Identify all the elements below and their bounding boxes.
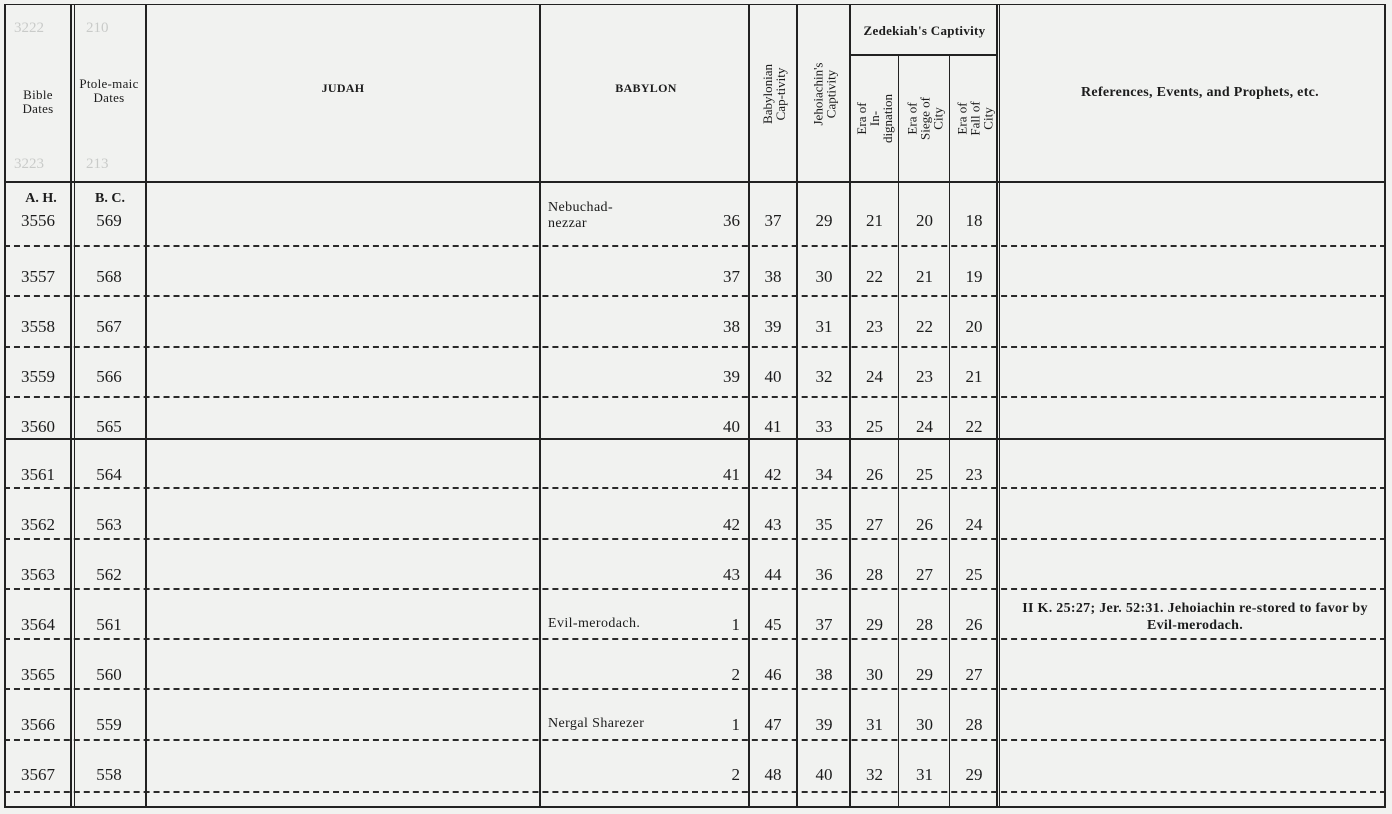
era-siege-cell: 29 <box>916 665 933 684</box>
jehoiachin-captivity-cell: 36 <box>815 565 833 584</box>
era-fall-cell: 22 <box>965 417 983 436</box>
row-separator <box>4 588 1386 590</box>
row-separator <box>4 638 1386 640</box>
table-row <box>0 192 1392 242</box>
header-ptolemaic-dates: Ptole-maic Dates <box>79 76 139 105</box>
table-row <box>0 298 1392 348</box>
era-siege-cell: 31 <box>916 765 933 784</box>
header-babylon: BABYLON <box>615 80 677 95</box>
ptolemaic-date-cell: 569 <box>96 211 122 230</box>
zedekiah-subheader-line <box>849 54 998 56</box>
header-era-siege: Era of Siege of City <box>904 96 946 140</box>
table-row <box>0 746 1392 796</box>
border-left <box>4 4 6 808</box>
column-divider <box>796 4 798 808</box>
babylon-king-name: Nergal Sharezer <box>548 716 645 731</box>
babylon-reign-year-cell: 2 <box>731 665 740 684</box>
babylonian-captivity-cell: 48 <box>764 765 782 784</box>
jehoiachin-captivity-cell: 33 <box>815 417 833 436</box>
era-siege-cell: 20 <box>916 211 933 230</box>
bible-date-cell: 3557 <box>21 267 55 286</box>
jehoiachin-captivity-cell: 30 <box>815 267 833 286</box>
era-fall-cell: 26 <box>965 615 983 634</box>
header-bottom-line <box>4 181 1386 183</box>
babylonian-captivity-cell: 42 <box>764 465 782 484</box>
column-divider <box>949 54 950 808</box>
era-fall-cell: 23 <box>965 465 983 484</box>
jehoiachin-captivity-cell: 40 <box>815 765 833 784</box>
ptolemaic-date-cell: 563 <box>96 515 122 534</box>
column-divider <box>999 4 1000 808</box>
babylonian-captivity-cell: 47 <box>764 715 782 734</box>
babylon-reign-year-cell: 37 <box>723 267 740 286</box>
row-separator <box>4 295 1386 297</box>
babylonian-captivity-cell: 44 <box>764 565 782 584</box>
bible-date-cell: 3567 <box>21 765 55 784</box>
era-label-bible: A. H. <box>25 191 57 206</box>
era-indignation-cell: 25 <box>866 417 883 436</box>
era-label-ptolemaic: B. C. <box>95 191 125 206</box>
babylon-reign-year-cell: 36 <box>723 211 740 230</box>
bible-date-cell: 3559 <box>21 367 55 386</box>
border-right <box>1384 4 1386 808</box>
ptolemaic-date-cell: 564 <box>96 465 122 484</box>
babylon-reign-year-cell: 42 <box>723 515 740 534</box>
babylonian-captivity-cell: 41 <box>764 417 782 436</box>
bleed-through-ghost: 213 <box>86 156 109 172</box>
bible-date-cell: 3561 <box>21 465 55 484</box>
babylonian-captivity-cell: 40 <box>764 367 782 386</box>
babylon-reign-year-cell: 43 <box>723 565 740 584</box>
era-fall-cell: 28 <box>965 715 983 734</box>
era-siege-cell: 30 <box>916 715 933 734</box>
babylon-king-name: Nebuchad-nezzar <box>548 200 614 231</box>
era-indignation-cell: 27 <box>866 515 883 534</box>
row-separator <box>4 487 1386 489</box>
bible-date-cell: 3563 <box>21 565 55 584</box>
era-indignation-cell: 29 <box>866 615 883 634</box>
header-jehoiachin-captivity: Jehoiachin's Captivity <box>810 62 838 126</box>
ptolemaic-date-cell: 568 <box>96 267 122 286</box>
era-siege-cell: 26 <box>916 515 933 534</box>
header-zedekiah-captivity: Zedekiah's Captivity <box>863 22 986 38</box>
bible-date-cell: 3566 <box>21 715 55 734</box>
babylon-reign-year-cell: 39 <box>723 367 740 386</box>
header-bible-dates: Bible Dates <box>22 87 54 116</box>
babylon-reign-year-cell: 40 <box>723 417 740 436</box>
era-indignation-cell: 22 <box>866 267 883 286</box>
babylonian-captivity-cell: 37 <box>764 211 782 230</box>
era-indignation-cell: 23 <box>866 317 883 336</box>
ptolemaic-date-cell: 558 <box>96 765 122 784</box>
era-fall-cell: 19 <box>965 267 983 286</box>
column-divider <box>748 4 750 808</box>
era-indignation-cell: 21 <box>866 211 883 230</box>
ptolemaic-date-cell: 562 <box>96 565 122 584</box>
header-era-indignation: Era of In-dignation <box>854 93 896 143</box>
table-row <box>0 248 1392 298</box>
table-row <box>0 398 1392 448</box>
header-babylonian-captivity: Babylonian Cap-tivity <box>760 64 788 124</box>
era-siege-cell: 27 <box>916 565 933 584</box>
reference-event-text: II K. 25:27; Jer. 52:31. Jehoiachin re-stored to favor by Evil-merodach. <box>1022 601 1368 633</box>
babylonian-captivity-cell: 46 <box>764 665 782 684</box>
bible-date-cell: 3564 <box>21 615 55 634</box>
bible-date-cell: 3558 <box>21 317 55 336</box>
column-divider <box>849 4 851 808</box>
era-fall-cell: 27 <box>965 665 983 684</box>
era-siege-cell: 21 <box>916 267 933 286</box>
babylon-reign-year-cell: 1 <box>731 615 740 634</box>
era-indignation-cell: 26 <box>866 465 883 484</box>
era-indignation-cell: 28 <box>866 565 883 584</box>
era-siege-cell: 22 <box>916 317 933 336</box>
era-siege-cell: 28 <box>916 615 933 634</box>
ptolemaic-date-cell: 561 <box>96 615 122 634</box>
jehoiachin-captivity-cell: 31 <box>815 317 833 336</box>
row-separator <box>4 688 1386 690</box>
babylon-reign-year-cell: 41 <box>723 465 740 484</box>
era-fall-cell: 25 <box>965 565 983 584</box>
column-divider <box>539 4 541 808</box>
babylonian-captivity-cell: 45 <box>764 615 782 634</box>
babylon-reign-year-cell: 2 <box>731 765 740 784</box>
ptolemaic-date-cell: 566 <box>96 367 122 386</box>
ptolemaic-date-cell: 565 <box>96 417 122 436</box>
ptolemaic-date-cell: 559 <box>96 715 122 734</box>
babylon-reign-year-cell: 1 <box>731 715 740 734</box>
column-divider <box>898 54 899 808</box>
era-indignation-cell: 31 <box>866 715 883 734</box>
ptolemaic-date-cell: 567 <box>96 317 122 336</box>
bleed-through-ghost: 3222 <box>14 20 44 36</box>
bleed-through-ghost: 3223 <box>14 156 44 172</box>
era-indignation-cell: 24 <box>866 367 883 386</box>
header-references: References, Events, and Prophets, etc. <box>1081 84 1319 100</box>
era-siege-cell: 23 <box>916 367 933 386</box>
babylonian-captivity-cell: 39 <box>764 317 782 336</box>
row-separator <box>4 245 1386 247</box>
jehoiachin-captivity-cell: 38 <box>815 665 833 684</box>
bleed-through-ghost: 210 <box>86 20 109 36</box>
row-separator <box>4 739 1386 741</box>
header-judah: JUDAH <box>321 80 365 95</box>
era-fall-cell: 24 <box>965 515 983 534</box>
babylon-king-name: Evil-merodach. <box>548 616 641 631</box>
ptolemaic-date-cell: 560 <box>96 665 122 684</box>
jehoiachin-captivity-cell: 32 <box>815 367 833 386</box>
column-divider <box>996 4 998 808</box>
row-separator <box>4 791 1386 793</box>
row-separator <box>4 396 1386 398</box>
bible-date-cell: 3560 <box>21 417 55 436</box>
row-separator <box>4 538 1386 540</box>
era-siege-cell: 25 <box>916 465 933 484</box>
jehoiachin-captivity-cell: 37 <box>815 615 833 634</box>
bible-date-cell: 3562 <box>21 515 55 534</box>
row-separator <box>4 346 1386 348</box>
era-fall-cell: 20 <box>965 317 983 336</box>
era-siege-cell: 24 <box>916 417 933 436</box>
table-row <box>0 348 1392 398</box>
babylonian-captivity-cell: 38 <box>764 267 782 286</box>
jehoiachin-captivity-cell: 29 <box>815 211 833 230</box>
border-top <box>4 4 1386 5</box>
column-divider <box>74 4 75 808</box>
era-fall-cell: 21 <box>965 367 983 386</box>
era-indignation-cell: 32 <box>866 765 883 784</box>
jehoiachin-captivity-cell: 34 <box>815 465 833 484</box>
babylonian-captivity-cell: 43 <box>764 515 782 534</box>
border-bottom <box>4 806 1386 808</box>
era-fall-cell: 18 <box>965 211 983 230</box>
column-divider <box>145 4 147 808</box>
section-divider-line <box>4 438 1386 440</box>
jehoiachin-captivity-cell: 35 <box>815 515 833 534</box>
era-indignation-cell: 30 <box>866 665 883 684</box>
bible-date-cell: 3565 <box>21 665 55 684</box>
jehoiachin-captivity-cell: 39 <box>815 715 833 734</box>
column-divider <box>70 4 72 808</box>
header-era-fall: Era of Fall of City <box>954 100 996 136</box>
bible-date-cell: 3556 <box>21 211 55 230</box>
era-fall-cell: 29 <box>965 765 983 784</box>
babylon-reign-year-cell: 38 <box>723 317 740 336</box>
